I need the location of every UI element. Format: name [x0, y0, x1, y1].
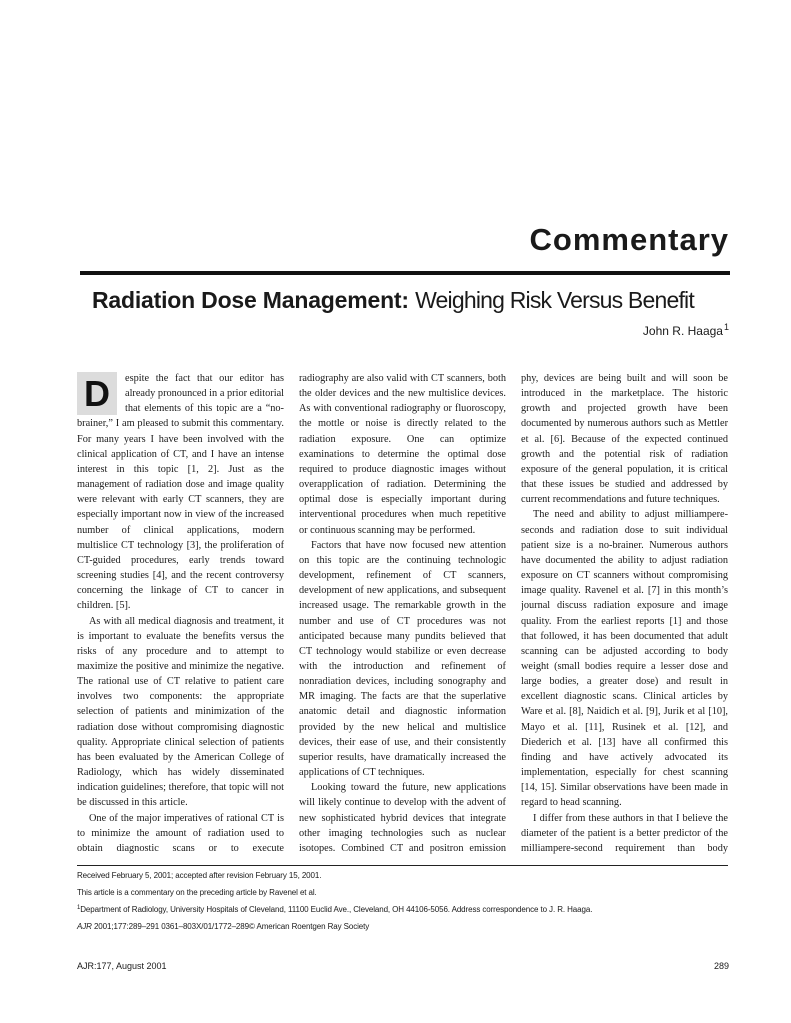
footnote-affiliation [77, 905, 592, 914]
body-column-3 [521, 371, 728, 859]
paragraph: As with all medical diagnosis and treatment, it is important to evaluate the benefits versus the risks of any procedure and to attempt to maximize the positive and minimize the negative. The rational use of CT relative to patient care involves two components: the appropriate selection of patients and minimization of the radiation dose without compromising diagnostic quality. Appropriate clinical selection of patients has been evaluated by the American College of Radiology, which has widely disseminated indication guidelines; therefore, that topic will not be discussed in this article. [77, 615, 284, 809]
paragraph: The need and ability to adjust milliampere-seconds and radiation dose to suit individual patient size is a no-brainer. Numerous authors have documented the ability to adjust radiation exposure on CT scanners without compromising image quality. Ravenel et al. [7] in this month’s journal discuss radiation exposure and image quality. From the earliest reports [1] and those that followed, it has been documented that adult scanning can be adjusted according to body weight (small bodies require a lesser dose and large bodies, a greater dose) and result in excellent diagnostic scans. Clinical articles by Ware et al. [8], Naidich et al. [9], Jurik et al [10], Mayo et al. [11], Rusinek et al. [12], and Diederich et al. [13] have all confirmed this finding and have actively advocated its implementation, especially for chest scanning [14, 15]. Similar observations have been made in regard to head scanning. [521, 509, 728, 809]
paragraph: phy, devices are being built and will soon be introduced in the marketplace. The historic growth and projected growth have been documented by numerous authors such as Mettler et al. [6]. Because of the expected continued growth and the potential risk of radiation exposure of the general population, it is critical that these issues be studied and addressed by current recommendations and future techniques. [521, 373, 728, 506]
paragraph: Factors that have now focused new attention on this topic are the continuing technologic development, refinement of CT scanners, development of new applications, and subsequent increased usage. The remarkable growth in the number and use of CT procedures was not anticipated because many pundits believed that CT technology would stabilize or even decrease with the introduction and refinement of nonradiation devices, including sonography and MR imaging. The facts are that the superlative anatomic detail and diagnostic information provided by the new helical and multislice devices, their ease of use, and their consistently superior results, have dramatically increased the applications of CT techniques. [299, 539, 506, 779]
paragraph: I differ from these authors in that I believe the diameter of the patient is a better predictor of the milliampere-second requirement than body [521, 812, 728, 854]
citation-text: 2001;177:289–291 0361–803X/01/1772–289© American Roentgen Ray Society [93, 922, 370, 931]
article-title-rest: Weighing Risk Versus Benefit [415, 287, 694, 313]
paragraph [77, 371, 284, 614]
affiliation-text: Department of Radiology, University Hospitals of Cleveland, 11100 Euclid Ave., Cleveland, OH 44106-5056. Address correspondence to J. R. Haaga. [80, 905, 593, 914]
footnote-received: Received February 5, 2001; accepted after revision February 15, 2001. [77, 871, 322, 880]
paragraph-text: espite the fact that our editor has already pronounced in a prior editorial that elements of this topic are a “no-brainer,” I am pleased to submit this commentary. For many years I have been involved with the clinical application of CT, and I have an intense interest in this topic [1, 2]. Just as the management of radiation dose and image quality were relevant with early CT scanners, they are especially important now in view of the increased number of clinical applications, modern multislice CT technology [3], the proliferation of CT-guided procedures, early trends toward screening studies [4], and the recent controversy concerning the linkage of CT to cancer in children. [5]. [77, 373, 284, 612]
author-byline [643, 322, 729, 338]
drop-cap: D [77, 372, 117, 415]
page-number: 289 [713, 961, 729, 971]
body-column-1 [77, 371, 284, 859]
paragraph: radiography are also valid with CT scanners, both the older devices and the new multislice devices. As with conventional radiography or fluoroscopy, the mottle or noise is directly related to the radiation exposure. One can optimize examinations to determine the optimal dose required to produce diagnostic images without overapplication of radiation. Determining the optimal dose is especially important during interventional procedures when much repetitive or continuous scanning may be performed. [299, 373, 506, 536]
paragraph: Looking toward the future, new applications will likely continue to develop with the advent of new sophisticated hybrid devices that integrate other imaging technologies such as nuclear isotopes. Combined CT and positron emission [299, 782, 506, 854]
footnote-citation [77, 922, 369, 931]
section-label: Commentary [529, 222, 729, 257]
body-column-2 [299, 371, 506, 859]
author-name: John R. Haaga [642, 324, 723, 338]
affiliation-marker: 1 [77, 905, 81, 911]
article-title [92, 287, 694, 314]
running-footer-journal: AJR:177, August 2001 [77, 961, 167, 971]
footnote-commentary-note: This article is a commentary on the preceding article by Ravenel et al. [77, 888, 317, 897]
journal-abbrev: AJR [77, 922, 92, 931]
article-title-bold: Radiation Dose Management: [92, 287, 409, 313]
footnote-rule [77, 865, 728, 866]
paragraph: One of the major imperatives of rational CT is to minimize the amount of radiation used to obtain diagnostic scans or to execute [77, 812, 284, 854]
author-footnote-marker: 1 [723, 322, 729, 332]
header-rule [80, 271, 730, 275]
